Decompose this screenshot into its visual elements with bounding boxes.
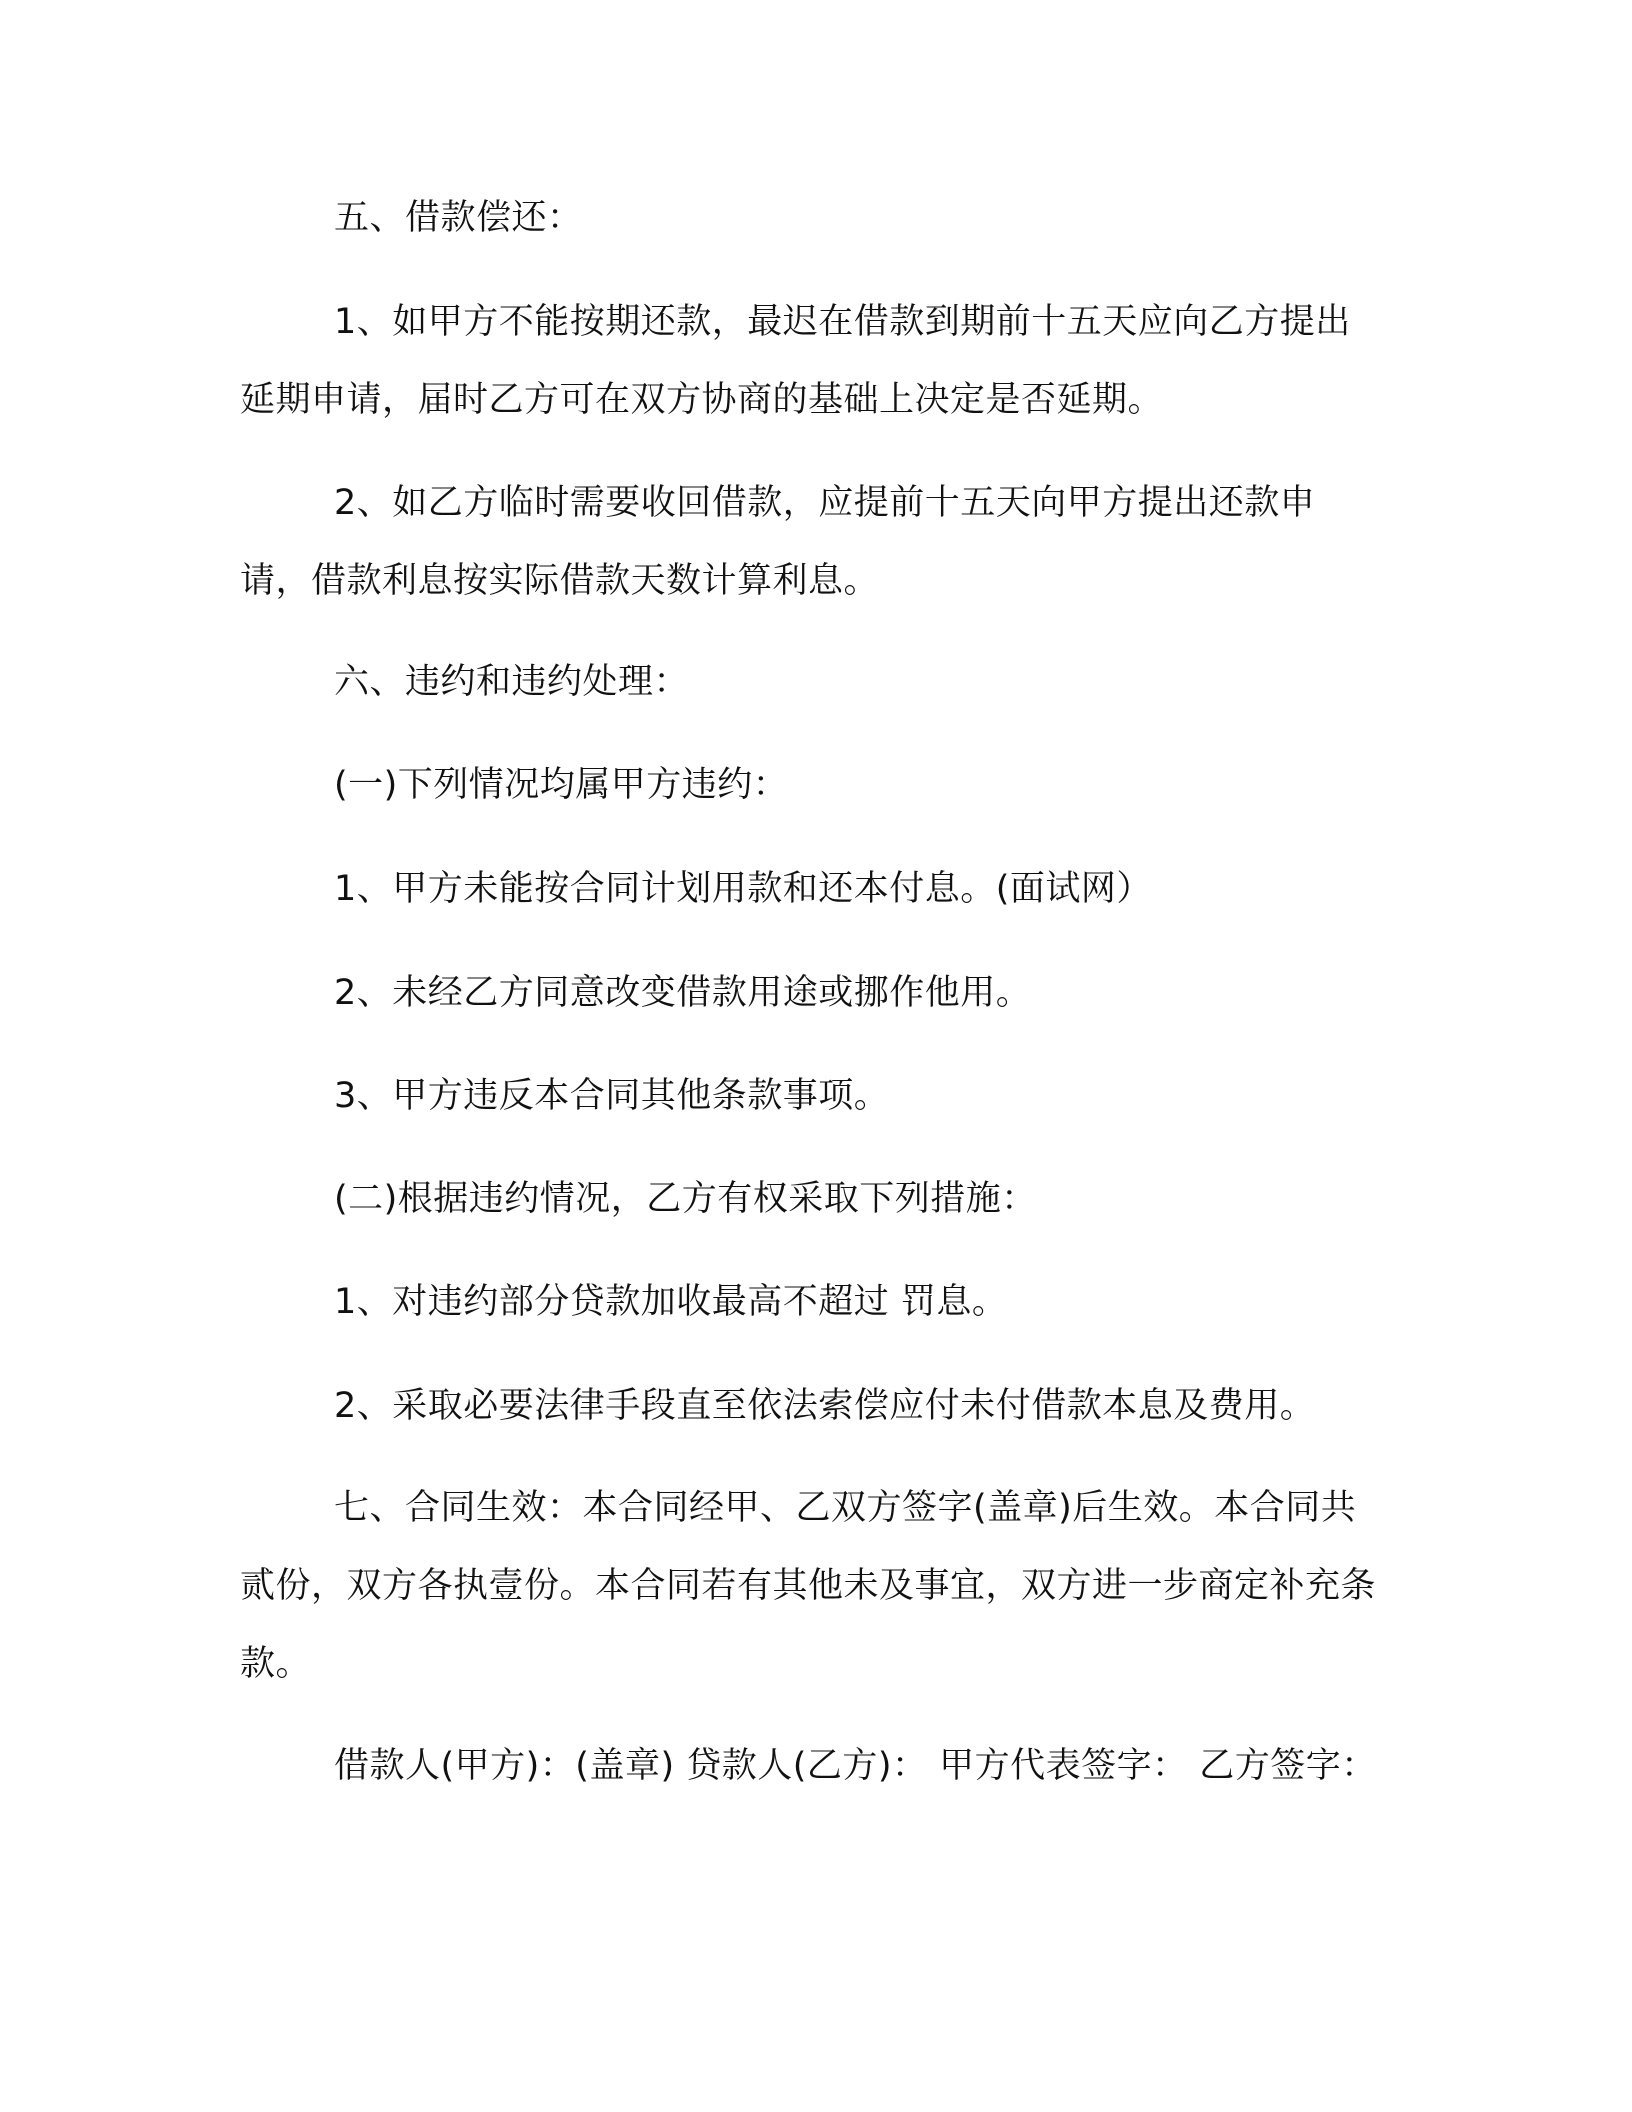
clause-paragraph: 1、如甲方不能按期还款，最迟在借款到期前十五天应向乙方提出延期申请，届时乙方可在双方协商的基础上决定是否延期。 (240, 302, 1351, 420)
section-effectiveness: 七、合同生效：本合同经甲、乙双方签字(盖章)后生效。本合同共贰份，双方各执壹份。本合同若有其他未及事宜，双方进一步商定补充条款。 (240, 1488, 1377, 1684)
subsection-heading: (一)下列情况均属甲方违约： (334, 765, 789, 805)
subsection-heading: (二)根据违约情况，乙方有权采取下列措施： (334, 1179, 1037, 1219)
clause-paragraph: 2、未经乙方同意改变借款用途或挪作他用。 (334, 973, 1032, 1013)
signature-line: 借款人(甲方)：(盖章) 贷款人(乙方)： 甲方代表签字： 乙方签字： (334, 1746, 1377, 1786)
clause-paragraph: 3、甲方违反本合同其他条款事项。 (334, 1076, 890, 1116)
clause-paragraph: 1、对违约部分贷款加收最高不超过 罚息。 (334, 1282, 1008, 1322)
section-heading-repayment: 五、借款偿还： (334, 198, 583, 238)
clause-paragraph: 2、采取必要法律手段直至依法索偿应付未付借款本息及费用。 (334, 1386, 1316, 1426)
clause-paragraph: 1、甲方未能按合同计划用款和还本付息。(面试网） (334, 869, 1152, 909)
section-heading-breach: 六、违约和违约处理： (334, 662, 690, 702)
clause-paragraph: 2、如乙方临时需要收回借款，应提前十五天向甲方提出还款申请，借款利息按实际借款天数计算利息。 (240, 483, 1316, 601)
